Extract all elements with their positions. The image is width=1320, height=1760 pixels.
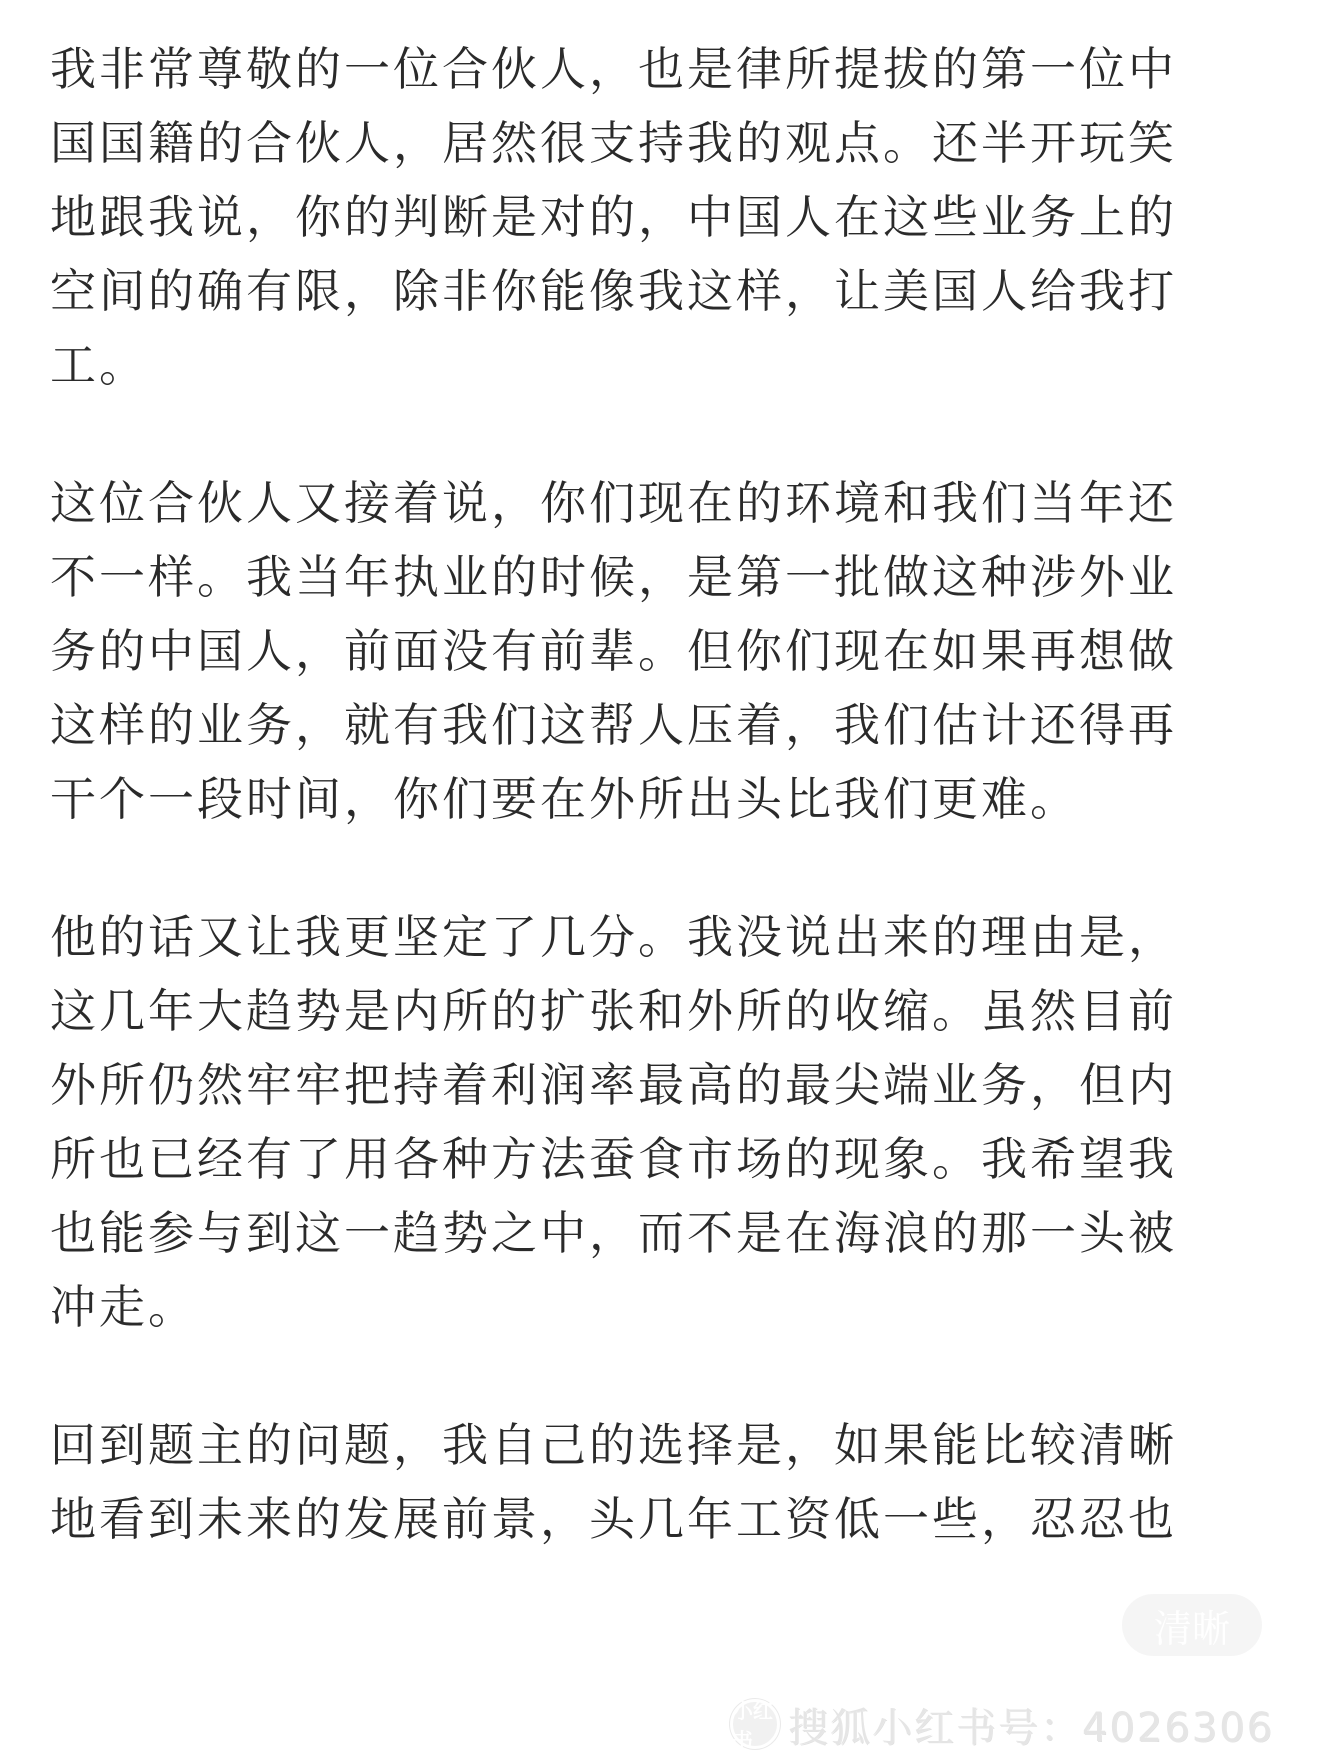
- text-line: 我非常尊敬的一位合伙人，也是律所提拔的第一位中: [50, 42, 1177, 96]
- overlay-badge: 清晰: [1122, 1594, 1262, 1656]
- text-line: 地跟我说，你的判断是对的，中国人在这些业务上的: [50, 190, 1177, 244]
- watermark-text: 搜狐小红书号：4026306: [787, 1704, 1274, 1751]
- text-line: 这位合伙人又接着说，你们现在的环境和我们当年还: [50, 476, 1177, 530]
- text-line: 所也已经有了用各种方法蚕食市场的现象。我希望我: [50, 1132, 1177, 1186]
- text-line: 他的话又让我更坚定了几分。我没说出来的理由是，: [50, 910, 1177, 964]
- text-line: 回到题主的问题，我自己的选择是，如果能比较清晰: [50, 1418, 1177, 1472]
- text-line: 这几年大趋势是内所的扩张和外所的收缩。虽然目前: [50, 984, 1177, 1038]
- text-line: 务的中国人，前面没有前辈。但你们现在如果再想做: [50, 624, 1177, 678]
- text-line: 不一样。我当年执业的时候，是第一批做这种涉外业: [50, 550, 1177, 604]
- watermark-logo-icon: 小红书: [730, 1699, 780, 1749]
- text-line: 国国籍的合伙人，居然很支持我的观点。还半开玩笑: [50, 116, 1177, 170]
- text-line: 这样的业务，就有我们这帮人压着，我们估计还得再: [50, 698, 1177, 752]
- watermark: [730, 1698, 1274, 1750]
- text-line: 工。: [50, 338, 148, 392]
- text-line: 空间的确有限，除非你能像我这样，让美国人给我打: [50, 264, 1177, 318]
- text-line: 地看到未来的发展前景，头几年工资低一些，忍忍也: [50, 1492, 1177, 1546]
- text-line: 冲走。: [50, 1280, 197, 1334]
- text-line: 也能参与到这一趋势之中，而不是在海浪的那一头被: [50, 1206, 1177, 1260]
- text-line: 干个一段时间，你们要在外所出头比我们更难。: [50, 772, 1079, 826]
- text-line: 外所仍然牢牢把持着利润率最高的最尖端业务，但内: [50, 1058, 1177, 1112]
